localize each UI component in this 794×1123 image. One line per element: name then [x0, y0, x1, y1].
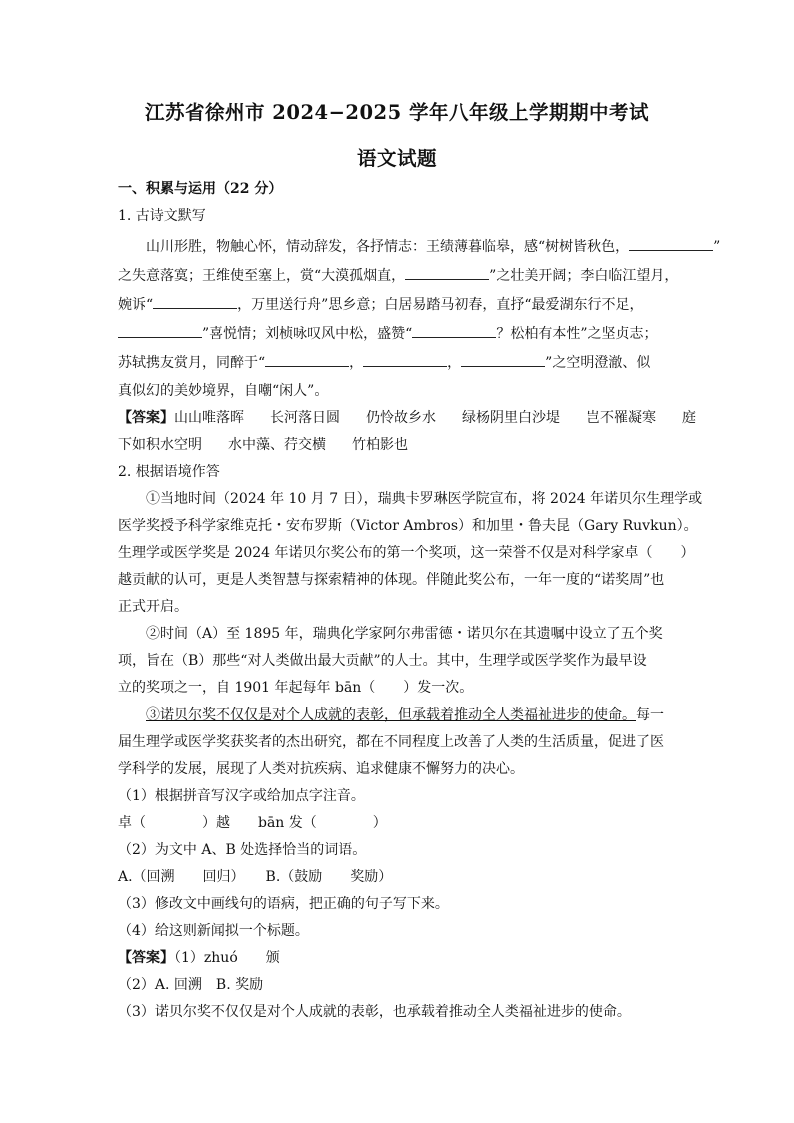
page-subtitle: 语文试题 — [356, 147, 437, 170]
q2-p1-line: 正式开启。 — [118, 599, 188, 615]
q1-line-6: 真似幻的美妙境界，自嘲“闲人”。 — [118, 383, 329, 399]
answer-blank[interactable] — [118, 323, 202, 338]
q1-line-2: 之失意落寞；王维使至塞上，赏“大漠孤烟直， ”之壮美开阔；李白临江望月， — [118, 265, 678, 286]
q1-line-5: 苏轼携友赏月，同醉于“ ， ， ”之空明澄澈、似 — [118, 352, 650, 373]
answer-label: 【答案】 — [118, 950, 174, 966]
q2-p1-line: 生理学或医学奖是 2024 年诺贝尔奖公布的第一个奖项，这一荣誉不仅是对科学家卓（ ） — [118, 545, 695, 561]
q2-p2-line: 立的奖项之一，自 1901 年起每年 bān（ ）发一次。 — [118, 680, 474, 696]
q1-answer-line-1: 【答案】山山唯落晖 长河落日圆 仍怜故乡水 绿杨阴里白沙堤 岂不罹凝寒 庭 — [118, 410, 696, 426]
answer-blank[interactable] — [412, 323, 496, 338]
q2-sub-question-3: （3）修改文中画线句的语病，把正确的句子写下来。 — [118, 896, 449, 912]
q2-answer-2: （2）A. 回溯 B. 奖励 — [118, 977, 264, 993]
answer-text: （1）zhuó 颁 — [174, 950, 280, 966]
q2-p1-line: ①当地时间（2024 年 10 月 7 日），瑞典卡罗琳医学院宣布，将 2024 年诺贝尔生理学或 — [146, 491, 703, 507]
q2-answer-1 — [118, 948, 280, 968]
answer-blank[interactable] — [363, 352, 447, 367]
question-1-heading: 1. 古诗文默写 — [118, 208, 206, 224]
q2-sub-question-2: （2）为文中 A、B 处选择恰当的词语。 — [118, 842, 367, 858]
section-heading: 一、积累与运用（22 分） — [118, 181, 283, 197]
q1-line-3: 婉诉“ ，万里送行舟”思乡意；白居易踏马初春，直抒“最爱湖东行不足， — [118, 294, 644, 315]
q2-sub1-fill: 卓（ ）越 bān 发（ ） — [118, 815, 387, 831]
q1-line-1: 山川形胜，物触心怀，情动辞发，各抒情志：王绩薄暮临皋，感“树树皆秋色， ” — [146, 236, 720, 257]
question-2-heading: 2. 根据语境作答 — [118, 464, 220, 480]
q2-answer-3: （3）诺贝尔奖不仅仅是对个人成就的表彰，也承载着推动全人类福祉进步的使命。 — [118, 1004, 631, 1020]
answer-blank[interactable] — [405, 265, 489, 280]
q1-answer-line-2: 下如积水空明 水中藻、荇交横 竹柏影也 — [118, 437, 408, 453]
answer-blank[interactable] — [629, 236, 713, 251]
q2-p1-line: 越贡献的认可，更是人类智慧与探索精神的体现。伴随此奖公布，一年一度的“诺奖周”也 — [118, 572, 665, 588]
answer-blank[interactable] — [153, 294, 237, 309]
underlined-sentence: ③诺贝尔奖不仅仅是对个人成就的表彰，但承载着推动全人类福祉进步的使命。 — [146, 707, 636, 723]
q2-p3-line: ③诺贝尔奖不仅仅是对个人成就的表彰，但承载着推动全人类福祉进步的使命。每一 — [146, 707, 664, 723]
answer-blank[interactable] — [461, 352, 545, 367]
q2-sub-question-1: （1）根据拼音写汉字或给加点字注音。 — [118, 788, 365, 804]
answer-blank[interactable] — [265, 352, 349, 367]
q2-sub-question-4: （4）给这则新闻拟一个标题。 — [118, 923, 309, 939]
q2-sub2-options: A.（回溯 回归） B.（鼓励 奖励） — [118, 869, 393, 885]
q2-p3-line: 学科学的发展，展现了人类对抗疾病、追求健康不懈努力的决心。 — [118, 761, 524, 777]
page-title: 江苏省徐州市 2024−2025 学年八年级上学期期中考试 — [145, 101, 649, 124]
q2-p2-line: ②时间（A）至 1895 年，瑞典化学家阿尔弗雷德・诺贝尔在其遗嘱中设立了五个奖 — [146, 626, 663, 642]
q2-p3-line: 届生理学或医学奖获奖者的杰出研究，都在不同程度上改善了人类的生活质量，促进了医 — [118, 734, 664, 750]
q1-line-4: ”喜悦情；刘桢咏叹风中松，盛赞“ ？松柏有本性”之坚贞志； — [118, 323, 658, 344]
q2-p2-line: 项，旨在（B）那些“对人类做出最大贡献”的人士。其中，生理学或医学奖作为最早设 — [118, 653, 647, 669]
q2-p1-line: 医学奖授予科学家维克托・安布罗斯（Victor Ambros）和加里・鲁夫昆（Gary Ruvkun）。 — [118, 518, 698, 534]
